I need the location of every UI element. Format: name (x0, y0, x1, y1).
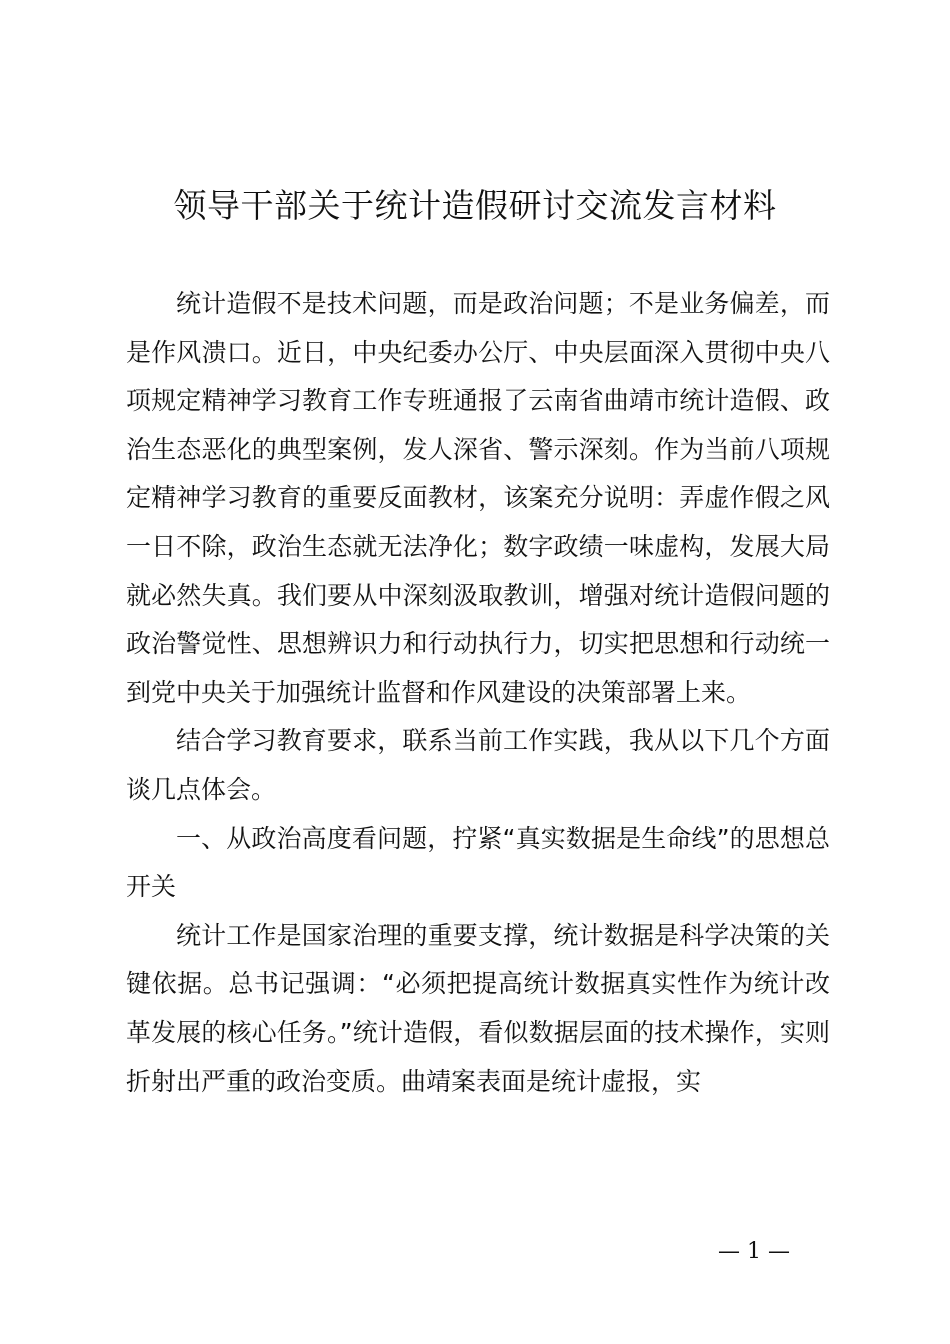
document-body (126, 280, 830, 1106)
body-paragraph-1: 统计造假不是技术问题，而是政治问题；不是业务偏差，而是作风溃口。近日，中央纪委办公厅、中央层面深入贯彻中央八项规定精神学习教育工作专班通报了云南省曲靖市统计造假、政治生态恶化的典型案例，发人深省、警示深刻。作为当前八项规定精神学习教育的重要反面教材，该案充分说明：弄虚作假之风一日不除，政治生态就无法净化；数字政绩一味虚构，发展大局就必然失真。我们要从中深刻汲取教训，增强对统计造假问题的政治警觉性、思想辨识力和行动执行力，切实把思想和行动统一到党中央关于加强统计监督和作风建设的决策部署上来。 (126, 289, 830, 707)
section-heading-1: 一、从政治高度看问题，拧紧“真实数据是生命线”的思想总开关 (126, 823, 830, 902)
document-title: 领导干部关于统计造假研讨交流发言材料 (173, 186, 777, 225)
page-number: — 1 — (718, 1239, 790, 1264)
body-paragraph-2: 结合学习教育要求，联系当前工作实践，我从以下几个方面谈几点体会。 (126, 726, 830, 804)
section-paragraph-1: 统计工作是国家治理的重要支撑，统计数据是科学决策的关键依据。总书记强调：“必须把提高统计数据真实性作为统计改革发展的核心任务。”统计造假，看似数据层面的技术操作，实则折射出严重的政治变质。曲靖案表面是统计虚报，实 (126, 920, 830, 1096)
